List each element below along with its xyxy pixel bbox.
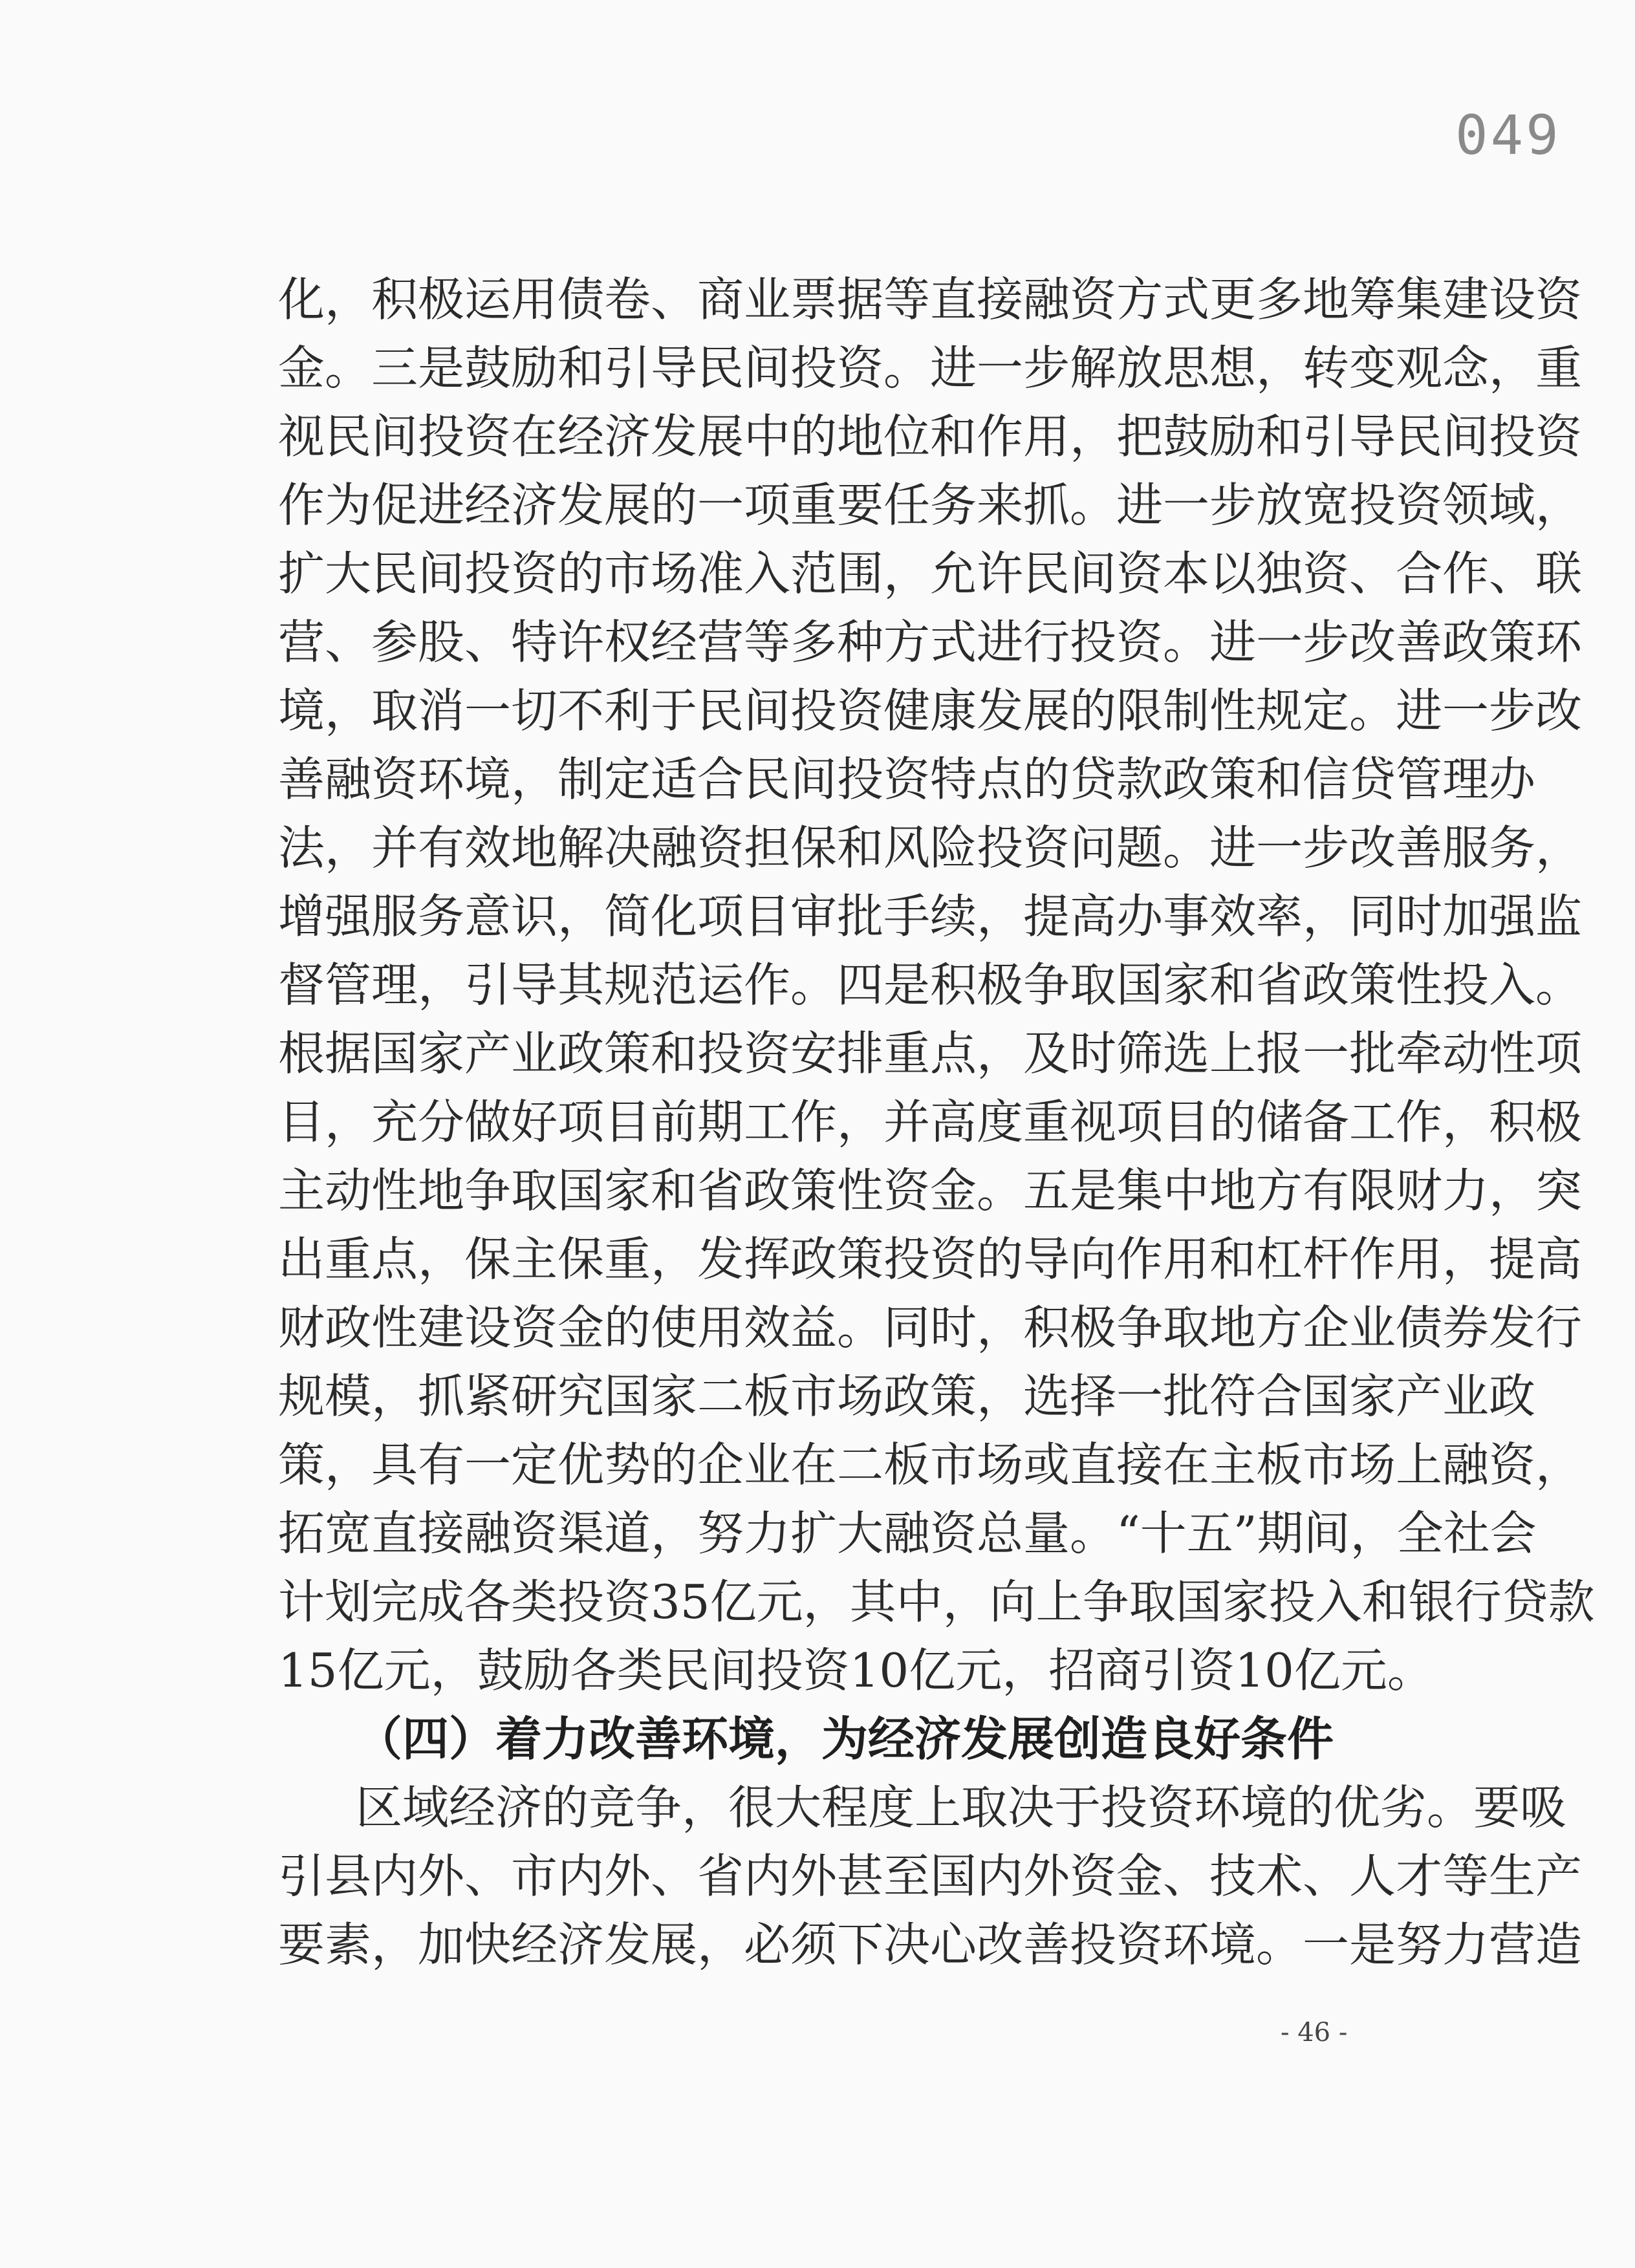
body-text: [278, 265, 1595, 1979]
text-line: 法，并有效地解决融资担保和风险投资问题。进一步改善服务，: [278, 821, 1583, 875]
archive-stamp-number: 049: [1455, 103, 1561, 167]
page-number: - 46 -: [1281, 2018, 1348, 2047]
text-line: 规模，抓紧研究国家二板市场政策，选择一批符合国家产业政: [278, 1369, 1536, 1423]
text-line: 出重点，保主保重，发挥政策投资的导向作用和杠杆作用，提高: [278, 1232, 1583, 1286]
text-line: 作为促进经济发展的一项重要任务来抓。进一步放宽投资领域，: [278, 478, 1583, 532]
text-line: 善融资环境，制定适合民间投资特点的贷款政策和信贷管理办: [278, 752, 1536, 806]
text-line: 金。三是鼓励和引导民间投资。进一步解放思想，转变观念，重: [278, 341, 1583, 395]
text-line: 督管理，引导其规范运作。四是积极争取国家和省政策性投入。: [278, 958, 1583, 1012]
text-line: 目，充分做好项目前期工作，并高度重视项目的储备工作，积极: [278, 1095, 1583, 1149]
text-line: 根据国家产业政策和投资安排重点，及时筛选上报一批牵动性项: [278, 1026, 1583, 1081]
text-line: 计划完成各类投资35亿元，其中，向上争取国家投入和银行贷款: [278, 1575, 1595, 1629]
text-line: 策，具有一定优势的企业在二板市场或直接在主板市场上融资，: [278, 1438, 1583, 1492]
text-line: 引县内外、市内外、省内外甚至国内外资金、技术、人才等生产: [278, 1849, 1583, 1903]
text-line: 要素，加快经济发展，必须下决心改善投资环境。一是努力营造: [278, 1917, 1583, 1972]
text-line: 境，取消一切不利于民间投资健康发展的限制性规定。进一步改: [278, 684, 1583, 738]
section-heading: （四）着力改善环境，为经济发展创造良好条件: [356, 1712, 1334, 1766]
text-line: 15亿元，鼓励各类民间投资10亿元，招商引资10亿元。: [278, 1643, 1434, 1698]
text-line: 化，积极运用债卷、商业票据等直接融资方式更多地筹集建设资: [278, 272, 1583, 327]
text-line: 区域经济的竞争，很大程度上取决于投资环境的优劣。要吸: [356, 1780, 1567, 1835]
text-line: 拓宽直接融资渠道，努力扩大融资总量。“十五”期间，全社会: [278, 1506, 1537, 1561]
text-line: 主动性地争取国家和省政策性资金。五是集中地方有限财力，突: [278, 1163, 1583, 1218]
text-line: 视民间投资在经济发展中的地位和作用，把鼓励和引导民间投资: [278, 409, 1583, 464]
text-line: 财政性建设资金的使用效益。同时，积极争取地方企业债券发行: [278, 1301, 1583, 1355]
text-line: 营、参股、特许权经营等多种方式进行投资。进一步改善政策环: [278, 615, 1583, 669]
text-line: 扩大民间投资的市场准入范围，允许民间资本以独资、合作、联: [278, 546, 1583, 601]
text-line: 增强服务意识，简化项目审批手续，提高办事效率，同时加强监: [278, 889, 1583, 944]
